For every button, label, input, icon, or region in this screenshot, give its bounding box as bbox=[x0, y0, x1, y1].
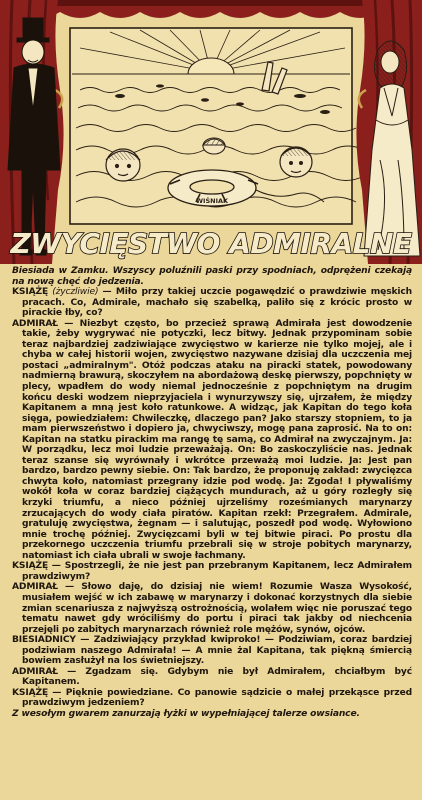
dialogue-line-6 bbox=[12, 688, 412, 709]
helmet-head bbox=[203, 138, 225, 154]
swimmer-left bbox=[106, 149, 140, 181]
speaker-name: ADMIRAŁ bbox=[12, 318, 59, 329]
speaker-name: ADMIRAŁ bbox=[12, 666, 59, 677]
lifebuoy-icon bbox=[168, 170, 258, 206]
dialogue-line-0 bbox=[12, 287, 412, 319]
dialogue-line-5 bbox=[12, 667, 412, 688]
speaker-name: KSIĄŻĘ bbox=[12, 687, 49, 698]
speaker-name: BIESIADNICY bbox=[12, 635, 76, 646]
speaker-name: ADMIRAŁ bbox=[12, 582, 59, 593]
dialogue-line-2 bbox=[12, 561, 412, 582]
curtain-valance bbox=[0, 0, 422, 20]
speech-text: — Zgadzam się. Gdybym nie był Admirałem, chciałbym być Kapitanem. bbox=[22, 666, 412, 688]
title-banner bbox=[9, 227, 411, 260]
swimmer-right bbox=[280, 147, 312, 177]
article-text bbox=[12, 266, 412, 720]
speech-text: — Pięknie powiedziane. Co panowie sądzicie o małej przekąsce przed prawdziwym jedzeniem? bbox=[22, 687, 412, 709]
dialogue-line-1 bbox=[12, 319, 412, 562]
outro-stage-direction: Z wesołym gwarem zanurzają łyżki w wypełniającej talerze owsiance. bbox=[12, 708, 360, 719]
speech-text: — Miło przy takiej uczcie pogawędzić o prawdziwie męskich pracach. Co, Admirale, machało się szabelką, paliło się z krócic prosto w pirackie łby, co? bbox=[22, 287, 412, 319]
header-illustration bbox=[0, 0, 422, 264]
dialogue-line-3 bbox=[12, 582, 412, 635]
dialogue bbox=[12, 287, 412, 709]
dialogue-line-4 bbox=[12, 635, 412, 667]
sea-scene bbox=[70, 28, 364, 224]
speech-text: — Słowo daję, do dzisiaj nie wiem! Rozumie Wasza Wysokość, musiałem wejść w ich zabawę w marynarzy i dokonać korzystnych dla siebie zmian scenariusza z najwyższą ostrożnością, wolałem więc nie poruszać tego tematu nawet gdy wróciliśmy do portu i piraci tak jakby od niechcenia przejęli po zabitych marynarzach również role mężów, synów, ojców. bbox=[22, 582, 412, 635]
speech-text: — Niezbyt często, bo przecież sprawą Admirała jest dowodzenie takie, żeby wygrywać nie potyczki, lecz bitwy. Jednak przypominam sobie teraz najbardziej zadziwiające zwycięstwo w karierze nie tylko mojej, ale i chyba w całej historii wojen, zwycięstwo nazywane dzisiaj dla uczczenia mej postaci „admiralnym". Otóż podczas ataku na piracki statek, powodowany nadmierną brawurą, skoczyłem na abordażową deskę pierwszy, popchnięty w plecy, wpadłem do wody niemal jednocześnie z popchniętym na drugim końcu deski wodzem nieprzyjaciela i wynurzywszy się, ujrzałem, że między Kapitanem a mną jest koło ratunkowe. A widząc, jak Kapitan do tego koła sięga, powiedziałem: Chwileczkę, dlaczego pan? Jako starszy stopniem, to ja mam pierwszeństwo i dopiero ja, chwyciwszy, mogę pana zaprosić. Na to on: Kapitan na statku pirackim ma rangę tę samą, co Admirał na zwyczajnym. Ja: W porządku, lecz moi ludzie przeważają. On: Bo zaskoczyliście nas. Jednak teraz szanse się wyrównały i wkrótce przeważą moi ludzie. Ja: Jest pan bardzo, bardzo pewny siebie. On: Tak bardzo, że proponuję zakład: zwycięzca chwyta koło, natomiast przegrany idzie pod wodę. Ja: Zgoda! I pływaliśmy wokół koła w coraz bardziej ciążących mundurach, aż u góry rozległy się krzyki triumfu, a nieco później ujrzeliśmy roześmianych marynarzy zrzucających do wody ciała piratów. Kapitan rzekł: Przegrałem. Admirale, gratuluję zwycięstwa, żegnam — i salutując, poszedł pod wodę. Wyłowiono mnie trochę później. Zwycięzcami byli w tej bitwie piraci. Po prostu dla przekornego uczczenia triumfu przebrali się w stroje pobitych marynarzy, natomiast ich ciała ubrali w swoje łachmany. bbox=[22, 318, 412, 561]
speaker-name: KSIĄŻĘ bbox=[12, 561, 49, 572]
speech-text: — Zadziwiający przykład kwiproko! — Podziwiam, coraz bardziej podziwiam naszego Admirała! — A mnie żal Kapitana, tak piękną śmiercią bowiem zasłużył na los świetniejszy. bbox=[22, 635, 412, 667]
speech-text: — Spostrzegli, że nie jest pan przebranym Kapitanem, lecz Admirałem prawdziwym? bbox=[22, 561, 412, 582]
speaker-name: KSIĄŻĘ bbox=[12, 287, 49, 298]
stage-direction: (życzliwie) bbox=[52, 287, 99, 298]
lifebuoy-label: WIŚNIAK bbox=[195, 197, 229, 205]
page-title: ZWYCIĘSTWO ADMIRALNE bbox=[10, 227, 412, 260]
intro-stage-direction: Biesiada w Zamku. Wszyscy poluźnili paski przy spodniach, odprężeni czekają na nową chęć do jedzenia. bbox=[12, 266, 412, 287]
